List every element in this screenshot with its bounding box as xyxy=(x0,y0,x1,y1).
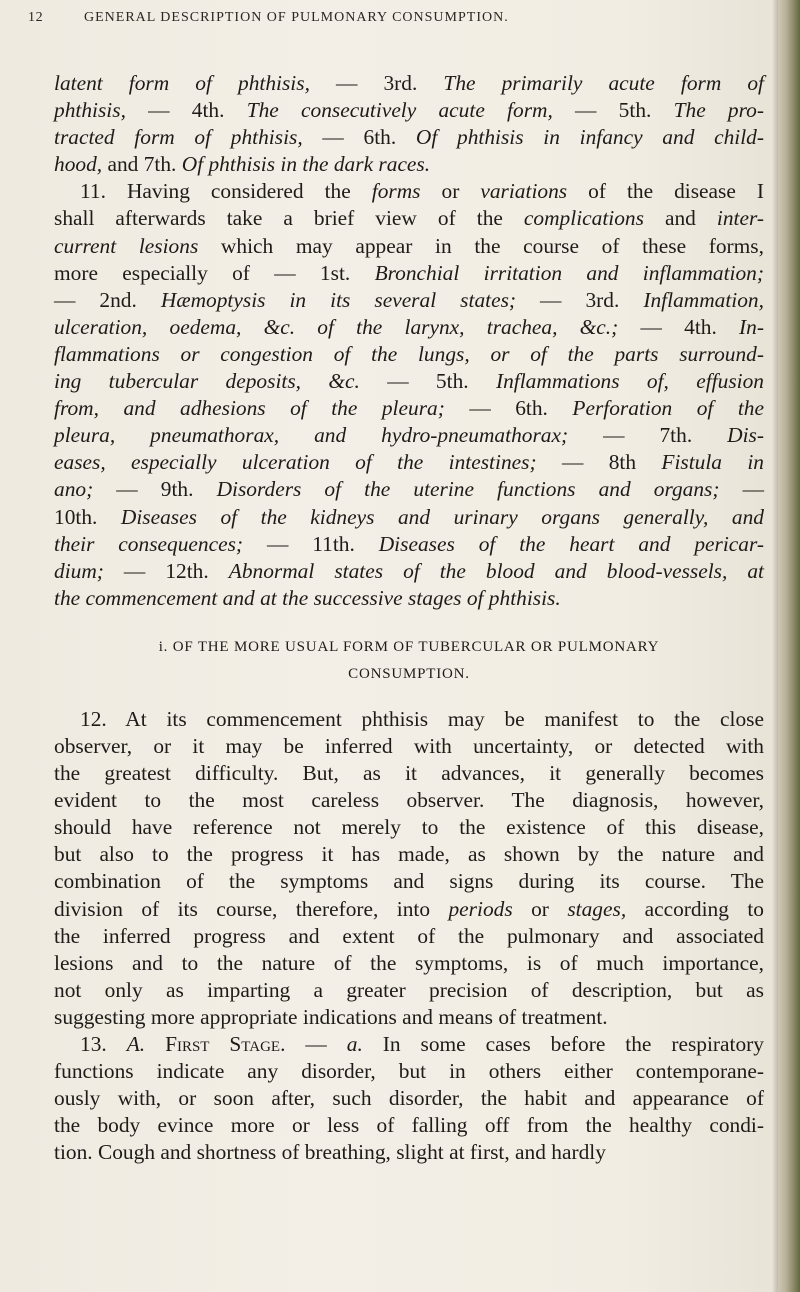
italic-run: periods xyxy=(448,896,513,921)
italic-run: Of phthisis in infancy and child- xyxy=(415,125,764,150)
spacer xyxy=(54,688,764,706)
section-heading-line-2: CONSUMPTION. xyxy=(348,665,470,682)
text-line xyxy=(54,1139,764,1166)
italic-run: Diseases of the kidneys and urinary organs generally, and xyxy=(120,504,764,529)
text-line xyxy=(54,151,764,178)
text-run: — 5th. xyxy=(552,98,674,123)
text-run: 13. xyxy=(80,1032,127,1056)
italic-run: tracted form of phthisis, xyxy=(54,125,303,150)
italic-run: forms xyxy=(371,179,421,204)
italic-run: A. xyxy=(126,1032,146,1056)
text-line xyxy=(54,124,764,151)
text-run: — 2nd. xyxy=(54,287,161,312)
text-run: observer, or it may be inferred with uncertainty, or detected with xyxy=(54,733,764,758)
italic-run: ing tubercular deposits, &c. xyxy=(54,369,360,394)
text-run: functions indicate any disorder, but in others either contemporane- xyxy=(54,1059,764,1084)
text-run: 12. At its commencement phthisis may be manifest to the close xyxy=(80,706,764,731)
text-run: division of its course, therefore, into xyxy=(54,896,449,921)
italic-run: Abnormal states of the blood and blood-vessels, at xyxy=(228,558,764,583)
text-run: tion. Cough and shortness of breathing, slight at first, and hardly xyxy=(54,1140,606,1165)
italic-run: current lesions xyxy=(54,233,199,258)
page-edge xyxy=(778,0,800,1292)
text-run: not only as imparting a greater precision of description, but as xyxy=(54,977,764,1002)
text-run: evident to the most careless observer. The diagnosis, however, xyxy=(54,788,764,813)
section-heading-line-1: i. OF THE MORE USUAL FORM OF TUBERCULAR OR PULMONARY xyxy=(158,638,660,655)
italic-run: inter- xyxy=(716,206,764,231)
italic-run: eases, especially ulceration of the intestines; xyxy=(54,450,537,475)
text-run: — 9th. xyxy=(93,477,217,502)
text-run: of the disease I xyxy=(567,179,764,204)
text-run: — 11th. xyxy=(243,531,379,556)
text-run: — 12th. xyxy=(103,558,229,583)
text-run: — 3rd. xyxy=(309,71,444,95)
text-line xyxy=(54,1085,764,1112)
text-line xyxy=(54,449,764,476)
text-line xyxy=(54,841,764,868)
text-line xyxy=(54,395,764,422)
paragraph-11 xyxy=(54,178,764,612)
text-run: the inferred progress and extent of the pulmonary and associated xyxy=(54,923,764,948)
smallcaps-run: First Stage. xyxy=(165,1032,286,1056)
text-run: — 5th. xyxy=(359,369,496,394)
text-run: — 8th xyxy=(536,450,662,475)
text-line xyxy=(54,97,764,124)
text-line xyxy=(54,760,764,787)
running-title: GENERAL DESCRIPTION OF PULMONARY CONSUMPTION. xyxy=(84,10,509,25)
text-line xyxy=(54,178,764,205)
italic-run: Inflammations of, effusion xyxy=(495,369,764,394)
italic-run: In- xyxy=(739,314,764,339)
italic-run: stages, xyxy=(567,896,627,921)
text-run: ously with, or soon after, such disorder, the habit and appearance of xyxy=(54,1086,764,1111)
text-run: In some cases before the respiratory xyxy=(362,1032,764,1056)
text-run: the greatest difficulty. But, as it advances, it generally becomes xyxy=(54,761,764,786)
italic-run: dium; xyxy=(54,558,104,583)
paragraph-12 xyxy=(54,706,764,1031)
text-run: suggesting more appropriate indications and means of treatment. xyxy=(54,1004,608,1029)
italic-run: Of phthisis in the dark races. xyxy=(181,152,431,177)
text-line xyxy=(54,531,764,558)
text-line xyxy=(54,706,764,733)
text-run: lesions and to the nature of the symptoms, is of much importance, xyxy=(54,950,764,975)
italic-run: variations xyxy=(480,179,568,204)
page-number: 12 xyxy=(28,10,44,25)
italic-run: Disorders of the uterine functions and organs; xyxy=(216,477,720,502)
text-run: or xyxy=(420,179,481,204)
text-line xyxy=(54,1004,764,1031)
italic-run: a. xyxy=(346,1032,363,1056)
text-run: and 7th. xyxy=(102,152,182,177)
text-line xyxy=(54,868,764,895)
text-line xyxy=(54,1031,764,1058)
text-line xyxy=(54,233,764,260)
text-run: the body evince more or less of falling off from the healthy condi- xyxy=(54,1113,764,1138)
text-run: — xyxy=(285,1032,347,1056)
paragraph-13 xyxy=(54,1031,764,1166)
text-line xyxy=(54,923,764,950)
text-run: should have reference not merely to the existence of this disease, xyxy=(54,815,764,840)
running-header xyxy=(28,10,728,34)
text-run: — 7th. xyxy=(568,423,728,448)
italic-run: pleura, pneumathorax, and hydro-pneumathorax; xyxy=(54,423,569,448)
italic-run: their consequences; xyxy=(54,531,244,556)
text-line xyxy=(54,476,764,503)
text-line xyxy=(54,787,764,814)
italic-run: phthisis, xyxy=(54,98,126,123)
text-run: — 4th. xyxy=(618,314,740,339)
text-run: or xyxy=(512,896,568,921)
spacer xyxy=(54,612,764,634)
text-run: but also to the progress it has made, as shown by the nature and xyxy=(54,842,764,867)
paragraph-forms-list xyxy=(54,70,764,178)
text-line xyxy=(54,368,764,395)
italic-run: complications xyxy=(523,206,644,231)
text-line xyxy=(54,585,764,612)
text-run: according to xyxy=(626,896,764,921)
text-run: 11. Having considered the xyxy=(80,179,372,204)
italic-run: ano; xyxy=(54,477,94,502)
italic-run: hood, xyxy=(54,152,103,177)
text-line xyxy=(54,422,764,449)
text-line xyxy=(54,314,764,341)
italic-run: flammations or congestion of the lungs, or of the parts surround- xyxy=(54,341,764,366)
italic-run: The primarily acute form of xyxy=(443,71,765,95)
text-run: — 4th. xyxy=(125,98,247,123)
text-run: more especially of — 1st. xyxy=(54,260,375,285)
italic-run: the commencement and at the successive stages of phthisis. xyxy=(54,585,561,610)
italic-run: The pro- xyxy=(673,98,764,123)
text-line xyxy=(54,341,764,368)
italic-run: latent form of phthisis, xyxy=(54,71,310,95)
text-run: combination of the symptoms and signs during its course. The xyxy=(54,869,764,894)
italic-run: Perforation of the xyxy=(572,396,764,421)
italic-run: Bronchial irritation and inflammation; xyxy=(374,260,765,285)
italic-run: The consecutively acute form, xyxy=(246,98,553,123)
text-line xyxy=(54,260,764,287)
text-run: — 6th. xyxy=(444,396,573,421)
text-run: which may appear in the course of these forms, xyxy=(198,233,764,258)
text-run: — 3rd. xyxy=(516,287,644,312)
text-run: 10th. xyxy=(54,504,121,529)
italic-run: from, and adhesions of the pleura; xyxy=(54,396,445,421)
text-line xyxy=(54,70,764,97)
text-run: shall afterwards take a brief view of the xyxy=(54,206,524,231)
text-line xyxy=(54,1058,764,1085)
text-run: — 6th. xyxy=(302,125,416,150)
italic-run: Fistula in xyxy=(661,450,764,475)
text-line xyxy=(54,950,764,977)
italic-run: ulceration, oedema, &c. of the larynx, trachea, &c.; xyxy=(54,314,619,339)
text-line xyxy=(54,504,764,531)
italic-run: Inflammation, xyxy=(643,287,764,312)
italic-run: Hæmoptysis in its several states; xyxy=(160,287,517,312)
text-line xyxy=(54,733,764,760)
text-line xyxy=(54,977,764,1004)
italic-run: Diseases of the heart and pericar- xyxy=(378,531,764,556)
page-body xyxy=(54,70,764,1166)
text-run xyxy=(145,1032,165,1056)
text-run: and xyxy=(643,206,717,231)
text-run: — xyxy=(719,477,764,502)
text-line xyxy=(54,896,764,923)
italic-run: Dis- xyxy=(727,423,764,448)
text-line xyxy=(54,205,764,232)
text-line xyxy=(54,814,764,841)
text-line xyxy=(54,1112,764,1139)
text-line xyxy=(54,287,764,314)
text-line xyxy=(54,558,764,585)
